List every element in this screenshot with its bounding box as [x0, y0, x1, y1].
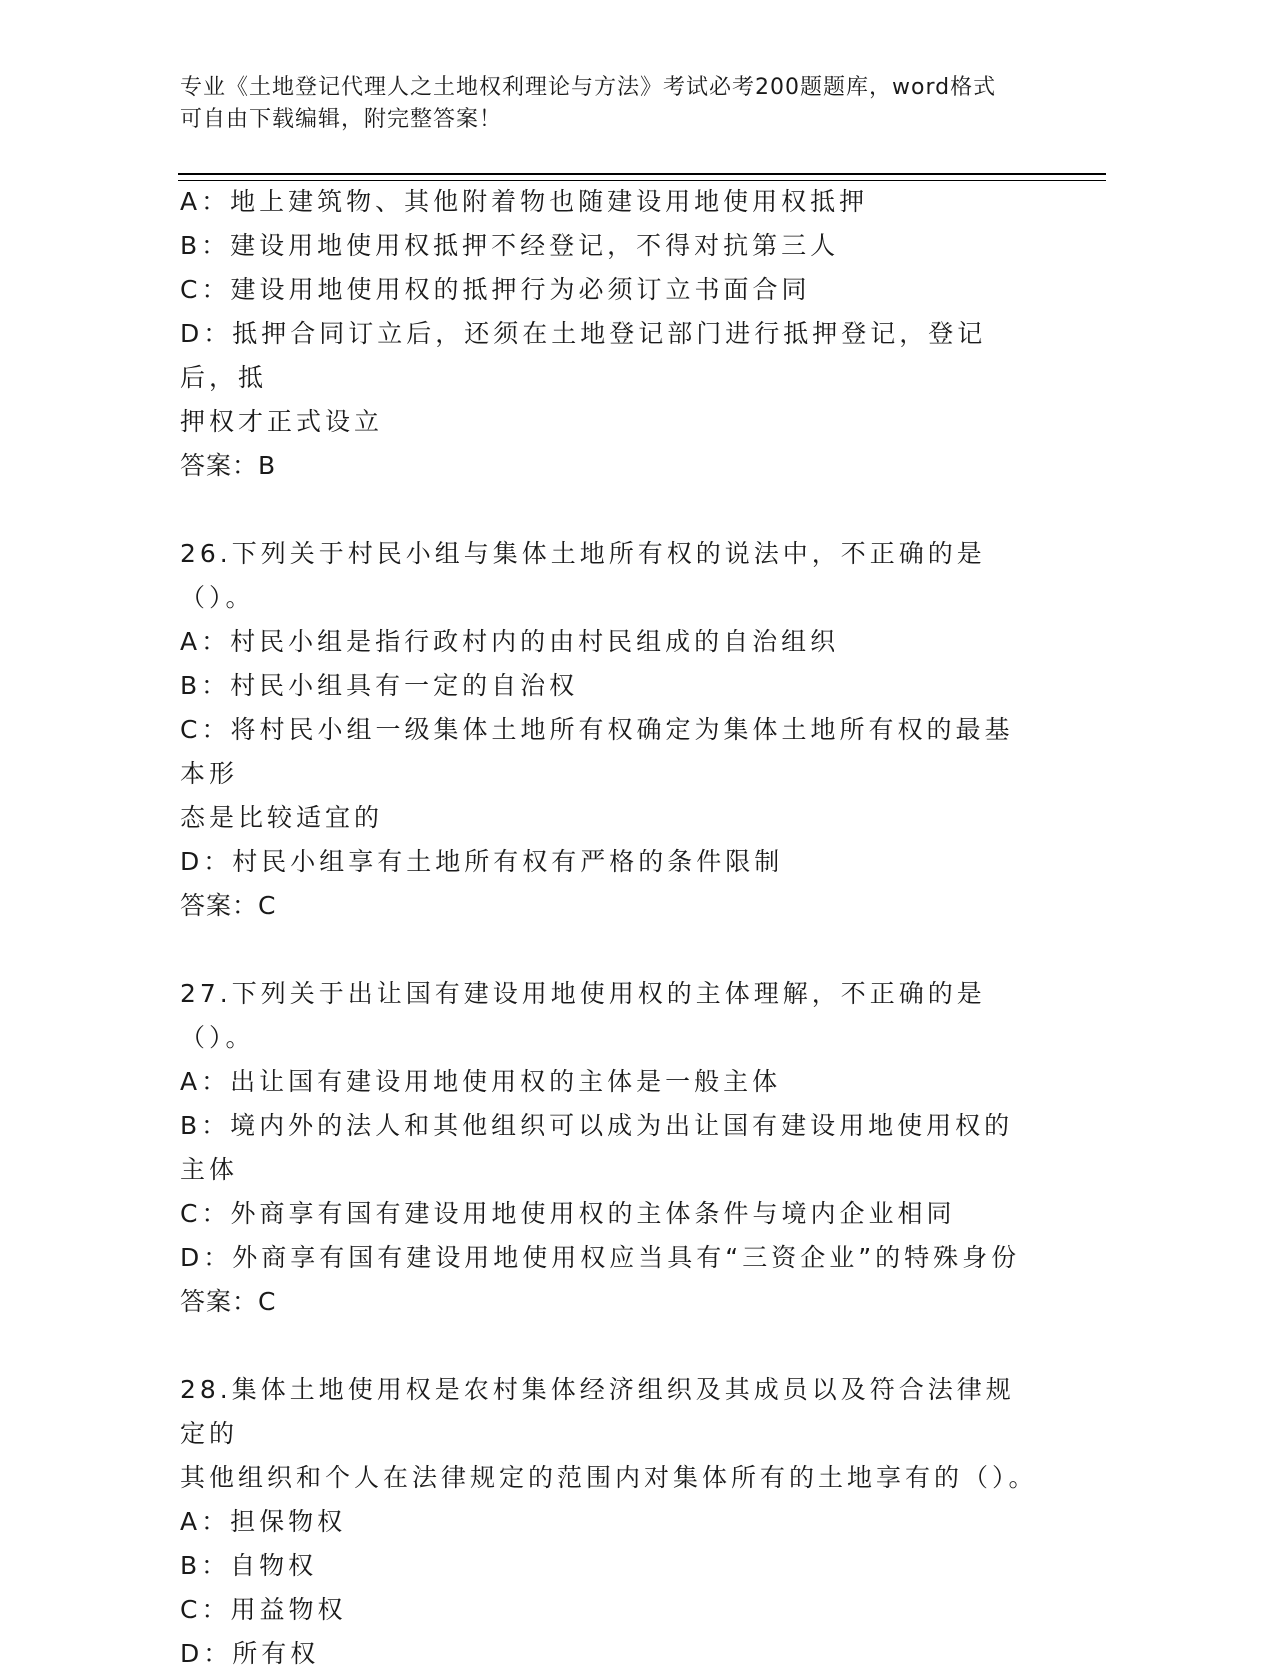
option-b: B：境内外的法人和其他组织可以成为出让国有建设用地使用权的主体 [180, 1111, 1014, 1184]
question-block-26 [180, 532, 1040, 928]
option-c: C：将村民小组一级集体土地所有权确定为集体土地所有权的最基本形 [180, 715, 1014, 788]
question-block-28 [180, 1368, 1040, 1676]
option-a: A：担保物权 [180, 1507, 347, 1536]
document-body [180, 180, 1040, 1676]
option-d: D：所有权 [180, 1639, 320, 1668]
option-d: D：外商享有国有建设用地使用权应当具有“三资企业”的特殊身份 [180, 1243, 1021, 1272]
header-line-2: 可自由下载编辑，附完整答案！ [180, 107, 503, 132]
spacer [180, 1324, 1040, 1368]
option-b: B：自物权 [180, 1551, 318, 1580]
option-d-continued: 押权才正式设立 [180, 407, 384, 436]
option-b: B：建设用地使用权抵押不经登记，不得对抗第三人 [180, 231, 840, 260]
question-text: 28.集体土地使用权是农村集体经济组织及其成员以及符合法律规定的 [180, 1375, 1015, 1448]
answer: 答案：C [180, 1287, 277, 1316]
question-text-continued: 其他组织和个人在法律规定的范围内对集体所有的土地享有的（）。 [180, 1463, 1038, 1492]
option-d: D：抵押合同订立后，还须在土地登记部门进行抵押登记，登记后，抵 [180, 319, 987, 392]
option-a: A：地上建筑物、其他附着物也随建设用地使用权抵押 [180, 187, 869, 216]
option-a: A：出让国有建设用地使用权的主体是一般主体 [180, 1067, 782, 1096]
option-c: C：外商享有国有建设用地使用权的主体条件与境内企业相同 [180, 1199, 956, 1228]
option-a: A：村民小组是指行政村内的由村民组成的自治组织 [180, 627, 840, 656]
document-header [180, 72, 1080, 136]
answer: 答案：B [180, 451, 277, 480]
option-c-continued: 态是比较适宜的 [180, 803, 384, 832]
option-c: C：用益物权 [180, 1595, 347, 1624]
header-line-1: 专业《土地登记代理人之土地权利理论与方法》考试必考200题题库，word格式 [180, 75, 997, 100]
question-text: 26.下列关于村民小组与集体土地所有权的说法中，不正确的是（）。 [180, 539, 986, 612]
question-text: 27.下列关于出让国有建设用地使用权的主体理解，不正确的是（）。 [180, 979, 986, 1052]
option-b: B：村民小组具有一定的自治权 [180, 671, 579, 700]
question-block-27 [180, 972, 1040, 1324]
option-c: C：建设用地使用权的抵押行为必须订立书面合同 [180, 275, 811, 304]
spacer [180, 488, 1040, 532]
answer: 答案：C [180, 891, 277, 920]
option-d: D：村民小组享有土地所有权有严格的条件限制 [180, 847, 784, 876]
question-block-25 [180, 180, 1040, 488]
spacer [180, 928, 1040, 972]
header-rule-thick [178, 173, 1106, 175]
